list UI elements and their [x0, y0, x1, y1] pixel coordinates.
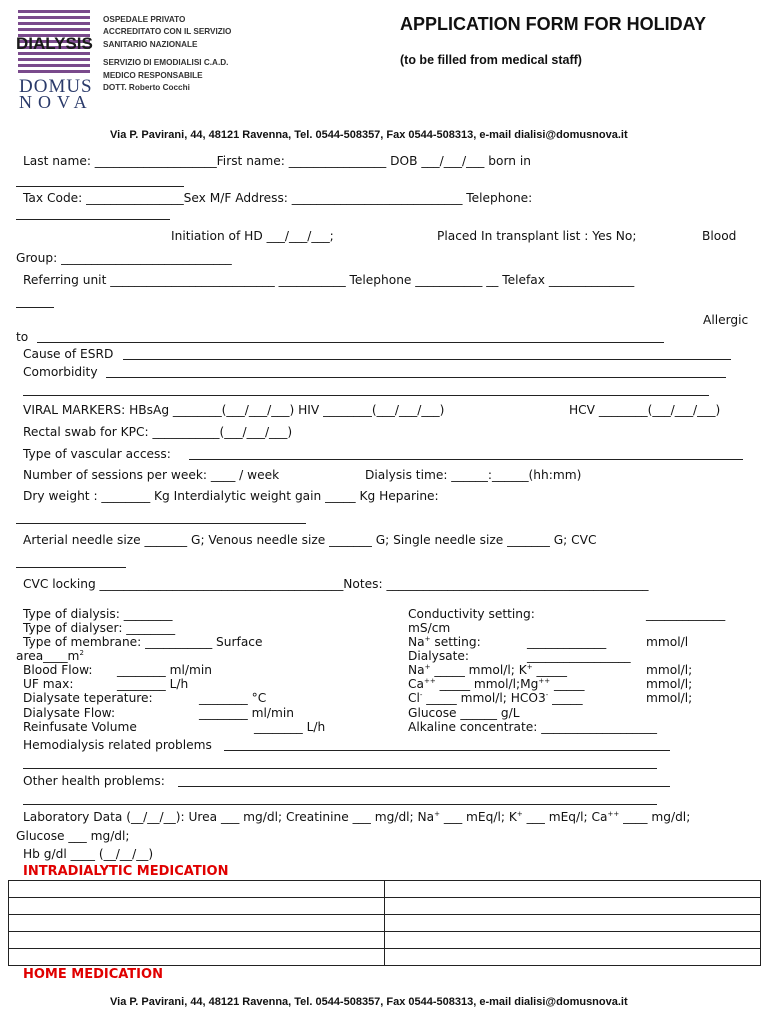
na-k-field[interactable]	[408, 663, 567, 677]
viral-markers-field[interactable]: VIRAL MARKERS: HBsAg ________(___/___/___) HIV ________(___/___/___)	[23, 403, 445, 417]
lab-text: ___ mEq/l; Ca	[522, 810, 608, 825]
initiation-hd-field[interactable]: Initiation of HD ___/___/___;	[171, 229, 334, 243]
table-row[interactable]	[9, 915, 761, 932]
hd-problems-label: Hemodialysis related problems	[23, 738, 212, 752]
intradialytic-table[interactable]	[8, 880, 761, 966]
header-address: Via P. Pavirani, 44, 48121 Ravenna, Tel. 0544-508357, Fax 0544-508313, e-mail dialisi@domusnova.it	[110, 129, 628, 141]
cl-text: Cl	[408, 691, 420, 706]
page-subtitle: (to be filled from medical staff)	[400, 53, 582, 67]
na-setting-field[interactable]: _____________	[527, 635, 607, 649]
dialysis-time-field[interactable]: Dialysis time: ______:______(hh:mm)	[365, 468, 582, 482]
ca-mg-field[interactable]	[408, 677, 584, 691]
comorbidity-line-2[interactable]	[23, 395, 709, 396]
dialysate-flow-label: Dialysate Flow:	[23, 706, 116, 720]
org-line: SERVIZIO DI EMODIALISI C.A.D.	[103, 58, 229, 68]
sup-2plus: ++	[538, 677, 551, 685]
table-cell[interactable]	[9, 881, 385, 898]
area-text: area____m	[16, 649, 80, 664]
table-row[interactable]	[9, 932, 761, 949]
needle-size-field[interactable]: Arterial needle size _______ G; Venous needle size _______ G; Single needle size _______ G; CVC	[23, 533, 597, 547]
cvc-locking-field[interactable]: CVC locking ________________________________________Notes: ___________________________________________	[23, 577, 649, 591]
transplant-list-field[interactable]: Placed In transplant list : Yes No;	[437, 229, 637, 243]
other-problems-label: Other health problems:	[23, 774, 165, 788]
table-cell[interactable]	[9, 915, 385, 932]
lab-text: Laboratory Data (__/__/__): Urea ___ mg/dl; Creatinine ___ mg/dl; Na	[23, 810, 435, 825]
dry-weight-field[interactable]: Dry weight : ________ Kg Interdialytic weight gain _____ Kg Heparine:	[23, 489, 439, 503]
k-unit: mmol/l;	[646, 663, 693, 677]
sup-plus: +	[424, 663, 431, 671]
rectal-swab-field[interactable]: Rectal swab for KPC: ___________(___/___/___)	[23, 425, 293, 439]
sup-2plus: ++	[423, 677, 436, 685]
area-field[interactable]	[16, 649, 84, 663]
blood-flow-field[interactable]: ________ ml/min	[117, 663, 212, 677]
org-line: DOTT. Roberto Cocchi	[103, 83, 190, 93]
reinfusate-field[interactable]: ________ L/h	[254, 720, 326, 734]
k-line: _____	[532, 663, 567, 678]
intradialytic-heading: INTRADIALYTIC MEDICATION	[23, 864, 229, 879]
other-problems-line-2[interactable]	[23, 804, 657, 805]
setting-text: setting:	[430, 635, 481, 650]
other-problems-line[interactable]	[178, 786, 670, 787]
na-rest-text: _____ mmol/l; K	[430, 663, 527, 678]
logo-nova-text: NOVA	[19, 92, 93, 112]
logo-domus-text: DOMUS	[19, 76, 93, 97]
blood-label: Blood	[702, 229, 737, 243]
lab-text: ___ mEq/l; K	[440, 810, 517, 825]
hcv-field[interactable]: HCV ________(___/___/___)	[569, 403, 721, 417]
hco3-unit: mmol/l;	[646, 691, 693, 705]
comorbidity-line[interactable]	[106, 377, 726, 378]
mg-unit: mmol/l;	[646, 677, 693, 691]
org-line: ACCREDITATO CON IL SERVIZIO	[103, 27, 232, 37]
na-text: Na	[408, 635, 425, 650]
type-membrane-field[interactable]: Type of membrane: ___________ Surface	[23, 635, 263, 649]
comorbidity-label: Comorbidity	[23, 365, 98, 379]
type-dialyser-field[interactable]: Type of dialyser: ________	[23, 621, 176, 635]
mscm-label: mS/cm	[408, 621, 451, 635]
org-line: MEDICO RESPONSABILE	[103, 70, 203, 80]
na-setting-unit: mmol/l	[646, 635, 689, 649]
na-text: Na	[408, 663, 425, 678]
table-row[interactable]	[9, 898, 761, 915]
table-cell[interactable]	[9, 932, 385, 949]
vascular-access-line[interactable]	[189, 459, 743, 460]
cause-esrd-label: Cause of ESRD	[23, 347, 114, 361]
lab-hb-field[interactable]: Hb g/dl ____ (__/__/__)	[23, 847, 154, 861]
referring-unit-field[interactable]: Referring unit ___________________________ ___________ Telephone ___________ __ Telefax ______________	[23, 273, 635, 287]
org-header	[103, 14, 231, 94]
glucose-dialysate-field[interactable]: Glucose ______ g/L	[408, 706, 520, 720]
type-dialysis-field[interactable]: Type of dialysis: ________	[23, 607, 173, 621]
area-sup: 2	[79, 649, 84, 657]
telephone-line[interactable]	[16, 219, 170, 220]
logo-dialysis-text: DIALYSIS	[16, 34, 93, 53]
hd-problems-line[interactable]	[224, 750, 670, 751]
alkaline-field[interactable]: Alkaline concentrate: ___________________	[408, 720, 658, 734]
heparine-line[interactable]	[16, 523, 306, 524]
table-cell[interactable]	[9, 898, 385, 915]
blood-flow-label: Blood Flow:	[23, 663, 93, 677]
cl-rest-text: _____ mmol/l; HCO3	[422, 691, 546, 706]
lab-glucose-field[interactable]: Glucose ___ mg/dl;	[16, 829, 130, 843]
reinfusate-label: Reinfusate Volume	[23, 720, 137, 734]
cause-esrd-line[interactable]	[123, 359, 731, 360]
dialysate-temp-label: Dialysate teperature:	[23, 691, 153, 705]
sup-minus: -	[545, 691, 549, 699]
table-row[interactable]	[9, 881, 761, 898]
hd-problems-line-2[interactable]	[23, 768, 657, 769]
home-medication-heading: HOME MEDICATION	[23, 967, 163, 982]
org-line: OSPEDALE PRIVATO	[103, 15, 186, 24]
allergic-label: Allergic	[703, 313, 749, 327]
mg-line: _____	[550, 677, 585, 692]
sup-plus: +	[424, 635, 431, 643]
vascular-access-label: Type of vascular access:	[23, 447, 171, 461]
dialysate-flow-field[interactable]: ________ ml/min	[199, 706, 294, 720]
conductivity-field[interactable]: _____________	[646, 607, 726, 621]
sessions-field[interactable]: Number of sessions per week: ____ / week	[23, 468, 280, 482]
uf-max-field[interactable]: ________ L/h	[117, 677, 189, 691]
org-line: SANITARIO NAZIONALE	[103, 39, 198, 49]
cvc-line[interactable]	[16, 567, 126, 568]
sup-plus: +	[526, 663, 533, 671]
last-name-field[interactable]: Last name: ____________________First name: ________________ DOB ___/___/___ born in	[23, 154, 531, 168]
tax-code-field[interactable]: Tax Code: ________________Sex M/F Address: ____________________________ Telephone:	[23, 191, 533, 205]
blood-group-field[interactable]: Group: ____________________________	[16, 251, 232, 265]
table-cell[interactable]	[385, 898, 761, 915]
page-title: APPLICATION FORM FOR HOLIDAY	[400, 14, 706, 34]
allergic-to-label: to	[16, 330, 29, 344]
table-cell[interactable]	[9, 949, 385, 966]
na-setting-label	[408, 635, 481, 649]
dialysate-temp-field[interactable]: ________ °C	[199, 691, 267, 705]
cl-hco3-field[interactable]	[408, 691, 583, 705]
lab-text: ____ mg/dl;	[619, 810, 691, 825]
table-row[interactable]	[9, 949, 761, 966]
sup-plus: +	[434, 810, 441, 818]
dialysate-field[interactable]: _________________	[527, 649, 631, 663]
sup-2plus: ++	[607, 810, 620, 818]
born-in-line[interactable]	[16, 186, 184, 187]
dialysate-label: Dialysate:	[408, 649, 470, 663]
ca-text: Ca	[408, 677, 424, 692]
uf-max-label: UF max:	[23, 677, 74, 691]
allergic-line[interactable]	[37, 342, 664, 343]
conductivity-label: Conductivity setting:	[408, 607, 535, 621]
footer-address: Via P. Pavirani, 44, 48121 Ravenna, Tel. 0544-508357, Fax 0544-508313, e-mail dialisi@domusnova.it	[110, 996, 628, 1008]
ca-rest-text: _____ mmol/l;Mg	[435, 677, 539, 692]
hco3-line: _____	[548, 691, 583, 706]
table-cell[interactable]	[385, 881, 761, 898]
table-cell[interactable]	[385, 915, 761, 932]
table-cell[interactable]	[385, 932, 761, 949]
telefax-line[interactable]	[16, 307, 54, 308]
lab-data-field[interactable]	[23, 810, 690, 824]
sup-plus: +	[516, 810, 523, 818]
sup-minus: -	[419, 691, 423, 699]
table-cell[interactable]	[385, 949, 761, 966]
